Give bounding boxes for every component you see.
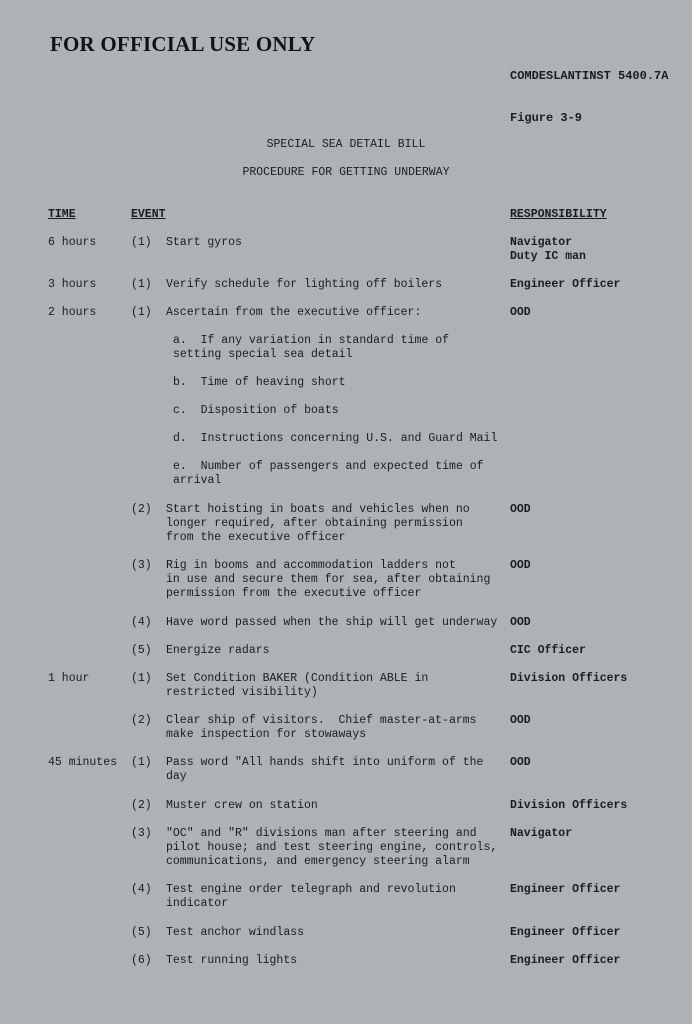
row-step-number: (4) [131,616,152,629]
column-header-event: EVENT [131,208,166,221]
row-responsibility: Engineer Officer [510,926,621,939]
row-responsibility: Navigator Duty IC man [510,236,586,263]
row-event: Verify schedule for lighting off boilers [166,278,443,291]
row-event: Have word passed when the ship will get underway [166,616,498,629]
row-responsibility: OOD [510,616,531,629]
row-step-number: (1) [131,236,152,249]
row-responsibility: Engineer Officer [510,883,621,896]
row-time: 1 hour [48,672,90,685]
row-step-number: (4) [131,883,152,896]
row-time: 3 hours [48,278,97,291]
row-sub-item: b. Time of heaving short [173,376,346,389]
row-event: Muster crew on station [166,799,318,812]
figure-label: Figure 3-9 [510,111,583,125]
column-header-time: TIME [48,208,76,221]
row-sub-item: c. Disposition of boats [173,404,339,417]
row-step-number: (6) [131,954,152,967]
row-event: "OC" and "R" divisions man after steering and pilot house; and test steering engine, controls, communications, and emergency steering alarm [166,827,498,868]
row-event: Test running lights [166,954,298,967]
column-header-responsibility: RESPONSIBILITY [510,208,607,221]
row-step-number: (1) [131,278,152,291]
row-step-number: (1) [131,306,152,319]
row-responsibility: Division Officers [510,799,628,812]
row-event: Test anchor windlass [166,926,305,939]
row-step-number: (1) [131,756,152,769]
row-responsibility: Engineer Officer [510,278,621,291]
row-event: Clear ship of visitors. Chief master-at-arms make inspection for stowaways [166,714,477,741]
row-responsibility: OOD [510,503,531,516]
row-event: Start hoisting in boats and vehicles when no longer required, after obtaining permission from the executive officer [166,503,470,544]
instruction-number: COMDESLANTINST 5400.7A [510,69,669,83]
row-event: Ascertain from the executive officer: [166,306,422,319]
row-step-number: (1) [131,672,152,685]
document-title: SPECIAL SEA DETAIL BILL [266,138,426,151]
row-responsibility: Division Officers [510,672,628,685]
row-sub-item: a. If any variation in standard time of setting special sea detail [173,334,450,361]
row-responsibility: Engineer Officer [510,954,621,967]
row-time: 45 minutes [48,756,118,769]
row-event: Test engine order telegraph and revolution indicator [166,883,456,910]
row-time: 2 hours [48,306,97,319]
row-step-number: (3) [131,559,152,572]
row-step-number: (3) [131,827,152,840]
row-sub-item: d. Instructions concerning U.S. and Guard Mail [173,432,498,445]
row-step-number: (5) [131,644,152,657]
row-step-number: (5) [131,926,152,939]
row-event: Pass word "All hands shift into uniform of the day [166,756,484,783]
classification-stamp: FOR OFFICIAL USE ONLY [50,32,316,56]
row-step-number: (2) [131,714,152,727]
row-event: Set Condition BAKER (Condition ABLE in restricted visibility) [166,672,429,699]
row-responsibility: CIC Officer [510,644,586,657]
row-responsibility: OOD [510,306,531,319]
row-sub-item: e. Number of passengers and expected time of arrival [173,460,484,487]
document-subtitle: PROCEDURE FOR GETTING UNDERWAY [242,166,450,179]
row-step-number: (2) [131,799,152,812]
row-event: Energize radars [166,644,270,657]
row-responsibility: Navigator [510,827,573,840]
row-responsibility: OOD [510,756,531,769]
row-event: Start gyros [166,236,242,249]
row-time: 6 hours [48,236,97,249]
row-responsibility: OOD [510,714,531,727]
row-event: Rig in booms and accommodation ladders not in use and secure them for sea, after obtaining permission from the executive officer [166,559,491,600]
row-step-number: (2) [131,503,152,516]
row-responsibility: OOD [510,559,531,572]
